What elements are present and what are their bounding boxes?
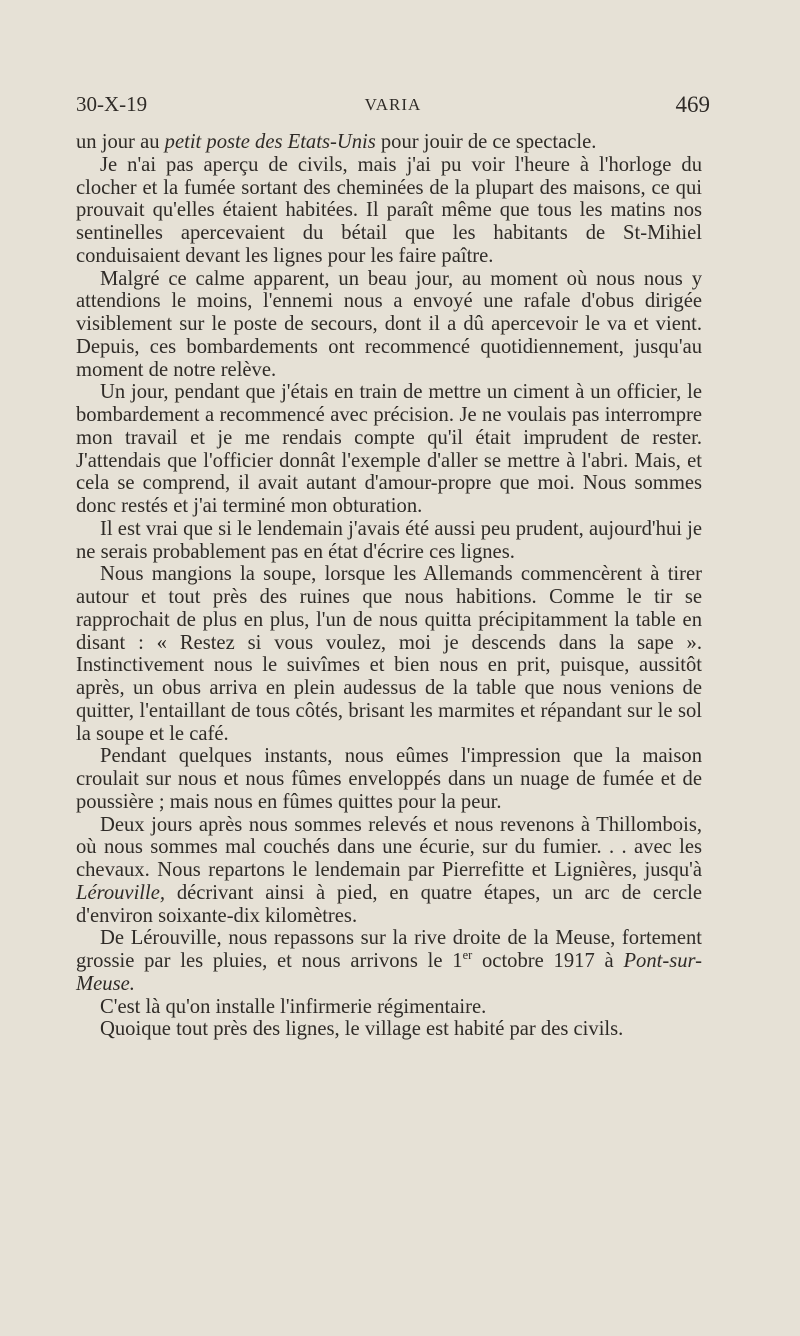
text-run: un jour au	[76, 131, 165, 153]
page-number: 469	[675, 92, 710, 117]
paragraph	[76, 381, 702, 518]
header-date: 30-X-19	[76, 92, 148, 116]
text-run: Malgré ce calme apparent, un beau jour, au moment où nous nous y attendions le moins, l'ennemi nous a envoyé une rafale d'obus dirigée visiblement sur le poste de secours, dont il a dû apercevoir le va et vient. Depuis, ces bombardements ont recommencé quotidiennement, jusqu'au moment de notre relève.	[76, 267, 702, 381]
paragraph	[76, 1018, 702, 1041]
text-run: Je n'ai pas aperçu de civils, mais j'ai pu voir l'heure à l'horloge du clocher et la fumée sortant des cheminées de la plupart des maisons, ce qui prouvait qu'elles étaient habitées. Il paraît même que tous les matins nos sentinelles apercevaient du bétail que les habitants de St-Mihiel conduisaient devant les lignes pour les faire paître.	[76, 153, 702, 267]
superscript: er	[462, 948, 473, 963]
body-text	[76, 131, 702, 1041]
paragraph	[76, 996, 702, 1019]
italic-text: Lérouville,	[76, 881, 166, 904]
text-run: C'est là qu'on installe l'infirmerie régimentaire.	[100, 995, 487, 1018]
italic-text: petit poste des Etats-Unis	[164, 131, 376, 153]
paragraph	[76, 563, 702, 745]
text-run: octobre 1917 à	[472, 950, 624, 972]
running-header	[76, 92, 710, 126]
header-section-title: VARIA	[364, 95, 422, 114]
paragraph	[76, 927, 702, 995]
paragraph	[76, 131, 702, 154]
text-run: Il est vrai que si le lendemain j'avais été aussi peu prudent, aujourd'hui je ne serais probablement pas en état d'écrire ces lignes.	[76, 517, 702, 563]
paragraph	[76, 154, 702, 268]
paragraph	[76, 518, 702, 564]
text-run: pour jouir de ce spectacle.	[375, 131, 597, 153]
italic-text: Pont-sur-Meuse.	[76, 950, 702, 995]
paragraph	[76, 745, 702, 813]
text-run: Pendant quelques instants, nous eûmes l'impression que la maison croulait sur nous et nous fûmes enveloppés dans un nuage de fumée et de poussière ; mais nous en fûmes quittes pour la peur.	[76, 745, 702, 813]
text-run: Un jour, pendant que j'étais en train de mettre un ciment à un officier, le bombardement a recommencé avec précision. Je ne voulais pas interrompre mon travail et je me rendais compte qu'il était imprudent de rester. J'attendais que l'officier donnât l'exemple d'aller se mettre à l'abri. Mais, et cela se comprend, il avait autant d'amour-propre que moi. Nous sommes donc restés et j'ai terminé mon obturation.	[76, 381, 702, 517]
paragraph	[76, 814, 702, 928]
text-run: Deux jours après nous sommes relevés et nous revenons à Thillombois, où nous sommes mal couchés dans une écurie, sur du fumier. . . avec les chevaux. Nous repartons le lendemain par Pierrefitte et Lignières, jusqu'à	[76, 813, 702, 881]
text-run: décrivant ainsi à pied, en quatre étapes, un arc de cercle d'environ soixante-dix kilomètres.	[76, 881, 702, 927]
text-run: De Lérouville, nous repassons sur la rive droite de la Meuse, fortement grossie par les pluies, et nous arrivons le 1	[76, 927, 702, 972]
text-run: Nous mangions la soupe, lorsque les Allemands commencèrent à tirer autour et tout près des ruines que nous habitions. Comme le tir se rapprochait de plus en plus, l'un de nous quitta précipitamment la table en disant : « Restez si vous voulez, moi je descends dans la sape ». Instinctivement nous le suivîmes et bien nous en prit, puisque, aussitôt après, un obus arriva en plein audessus de la table que nous venions de quitter, l'entaillant de tous côtés, brisant les marmites et répandant sur le sol la soupe et le café.	[76, 563, 702, 745]
paragraph	[76, 268, 702, 382]
text-run: Quoique tout près des lignes, le village est habité par des civils.	[100, 1018, 624, 1041]
